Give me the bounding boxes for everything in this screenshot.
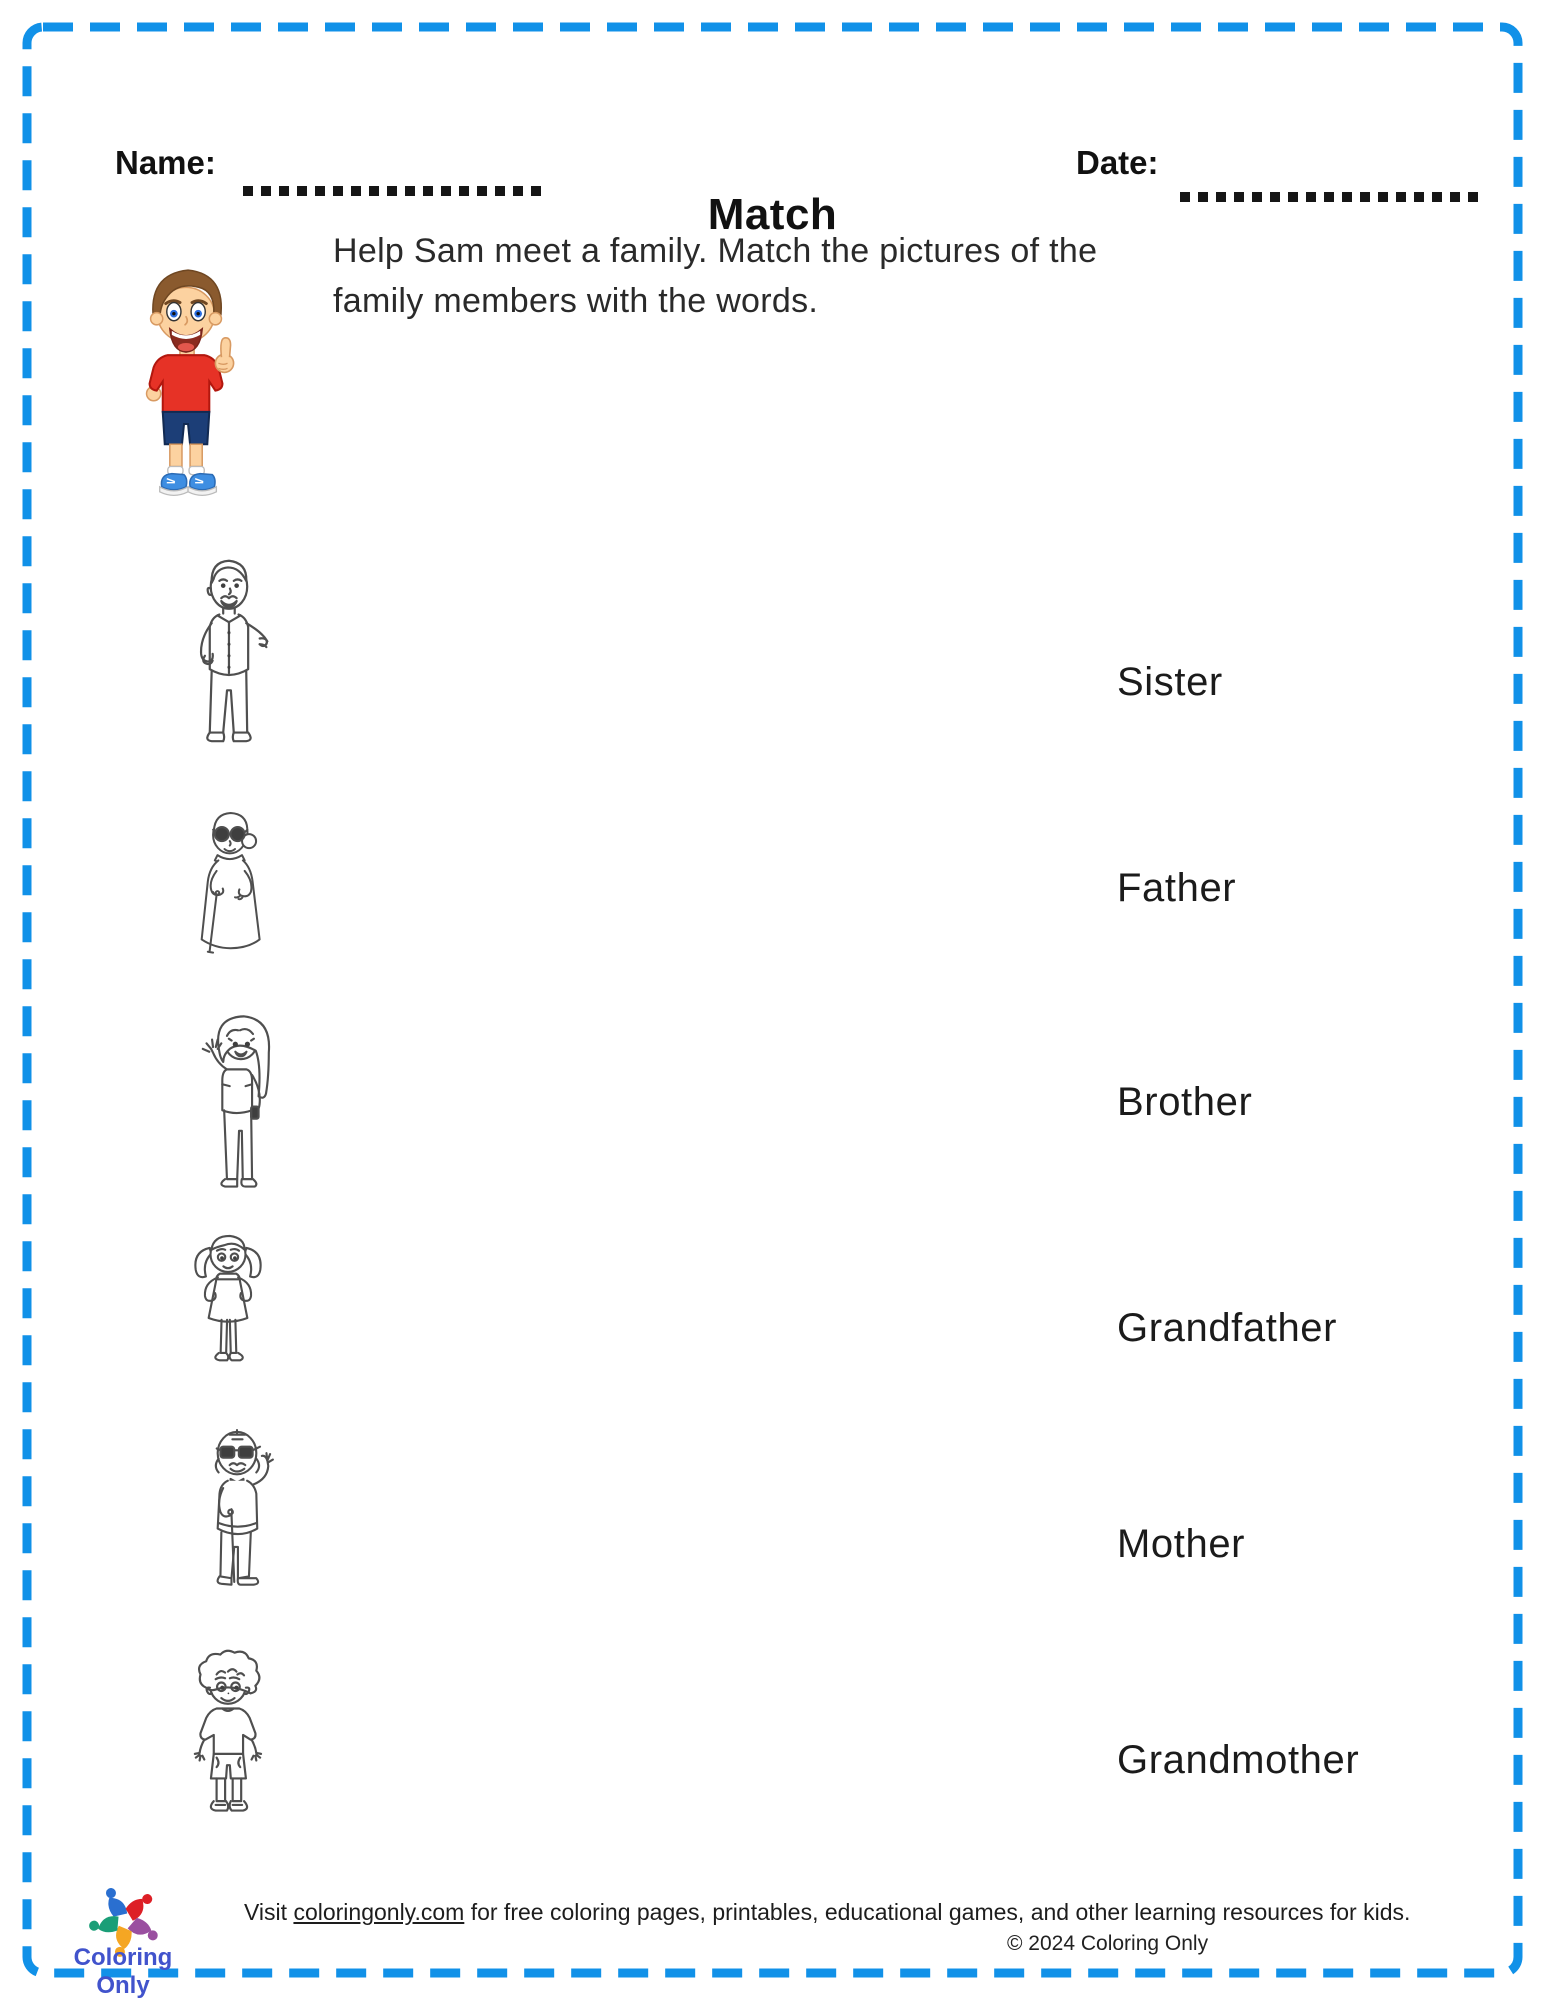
coloringonly-link[interactable]: coloringonly.com (293, 1899, 465, 1925)
brother-drawing[interactable] (175, 1646, 279, 1840)
sam-mascot-illustration (113, 258, 255, 506)
instructions-line2: family members with the words. (333, 282, 819, 320)
word-father[interactable]: Father (1117, 866, 1237, 910)
instructions-text (333, 226, 1173, 326)
copyright-text: © 2024 Coloring Only (1007, 1932, 1209, 1955)
mother-drawing[interactable] (182, 1008, 284, 1194)
date-label: Date: (1076, 144, 1159, 181)
word-sister[interactable]: Sister (1117, 660, 1223, 704)
sister-drawing[interactable] (180, 1224, 276, 1376)
father-drawing[interactable] (170, 554, 286, 746)
word-mother[interactable]: Mother (1117, 1522, 1246, 1566)
name-label: Name: (115, 144, 216, 181)
visit-prefix: Visit (244, 1899, 294, 1925)
word-grandfather[interactable]: Grandfather (1117, 1306, 1338, 1350)
coloring-only-logo-text: Coloring Only (73, 1944, 173, 1999)
visit-suffix: for free coloring pages, printables, educational games, and other learning resources for kids. (464, 1899, 1411, 1925)
footer-visit-text (244, 1896, 1424, 1928)
grandmother-drawing[interactable] (172, 806, 284, 964)
word-brother[interactable]: Brother (1117, 1080, 1253, 1124)
grandfather-drawing[interactable] (185, 1420, 289, 1604)
word-grandmother[interactable]: Grandmother (1117, 1738, 1360, 1782)
instructions-line1: Help Sam meet a family. Match the pictures of the (333, 232, 1098, 270)
page-title: Match (707, 190, 838, 239)
